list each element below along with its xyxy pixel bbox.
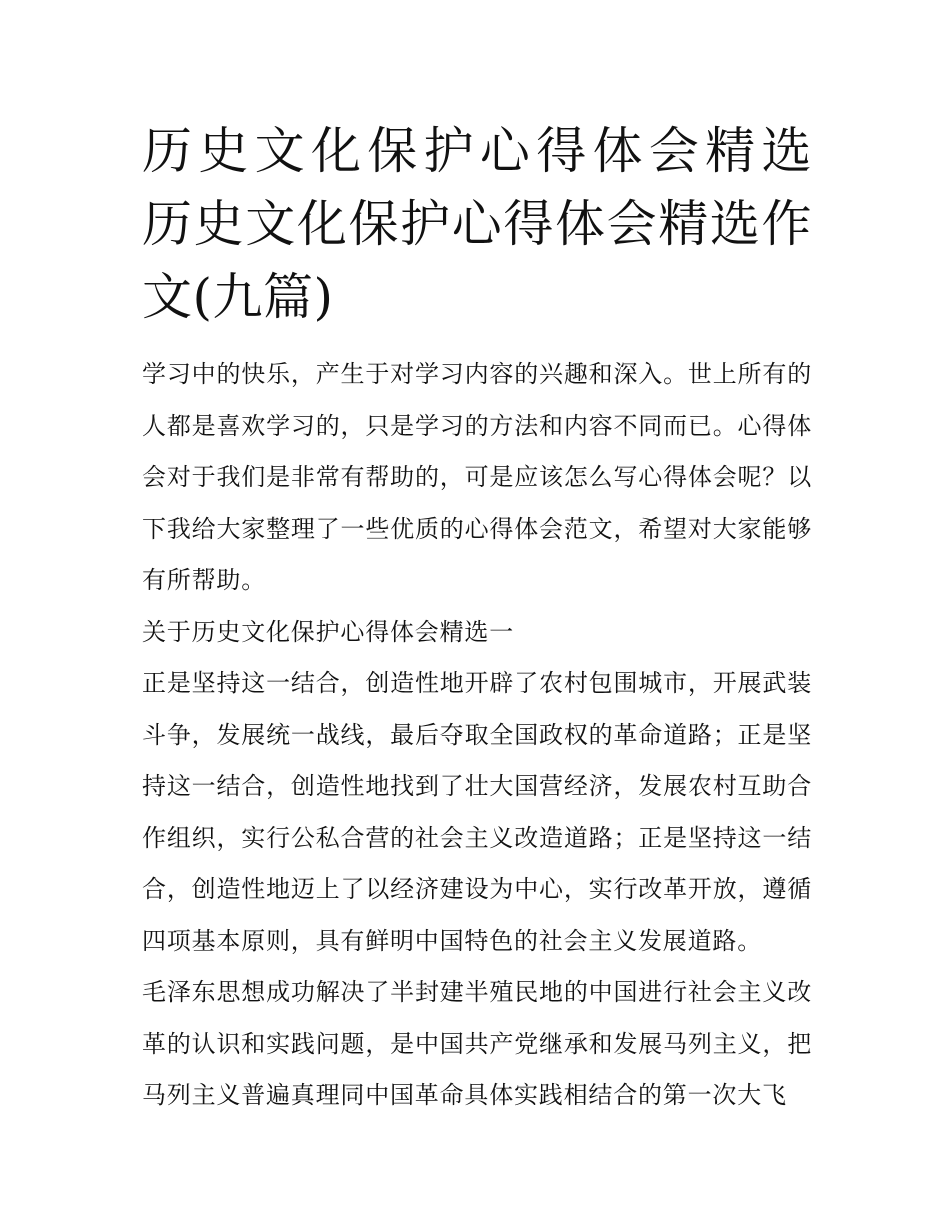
document-page [142,115,812,1122]
body-paragraph: 正是坚持这一结合，创造性地开辟了农村包围城市，开展武装斗争，发展统一战线，最后夺取全国政权的革命道路；正是坚持这一结合，创造性地找到了壮大国营经济，发展农村互助合作组织，实行公私合营的社会主义改造道路；正是坚持这一结合，创造性地迈上了以经济建设为中心，实行改革开放，遵循四项基本原则，具有鲜明中国特色的社会主义发展道路。 [142,669,812,955]
intro-paragraph: 学习中的快乐，产生于对学习内容的兴趣和深入。世上所有的人都是喜欢学习的，只是学习的方法和内容不同而已。心得体会对于我们是非常有帮助的，可是应该怎么写心得体会呢？以下我给大家整理了一些优质的心得体会范文，希望对大家能够有所帮助。 [142,360,812,594]
body-paragraph: 毛泽东思想成功解决了半封建半殖民地的中国进行社会主义改革的认识和实践问题，是中国共产党继承和发展马列主义，把马列主义普遍真理同中国革命具体实践相结合的第一次大飞 [142,978,812,1109]
section-heading: 关于历史文化保护心得体会精选一 [142,617,514,646]
document-title: 历史文化保护心得体会精选 历史文化保护心得体会精选作文(九篇) [142,122,812,326]
